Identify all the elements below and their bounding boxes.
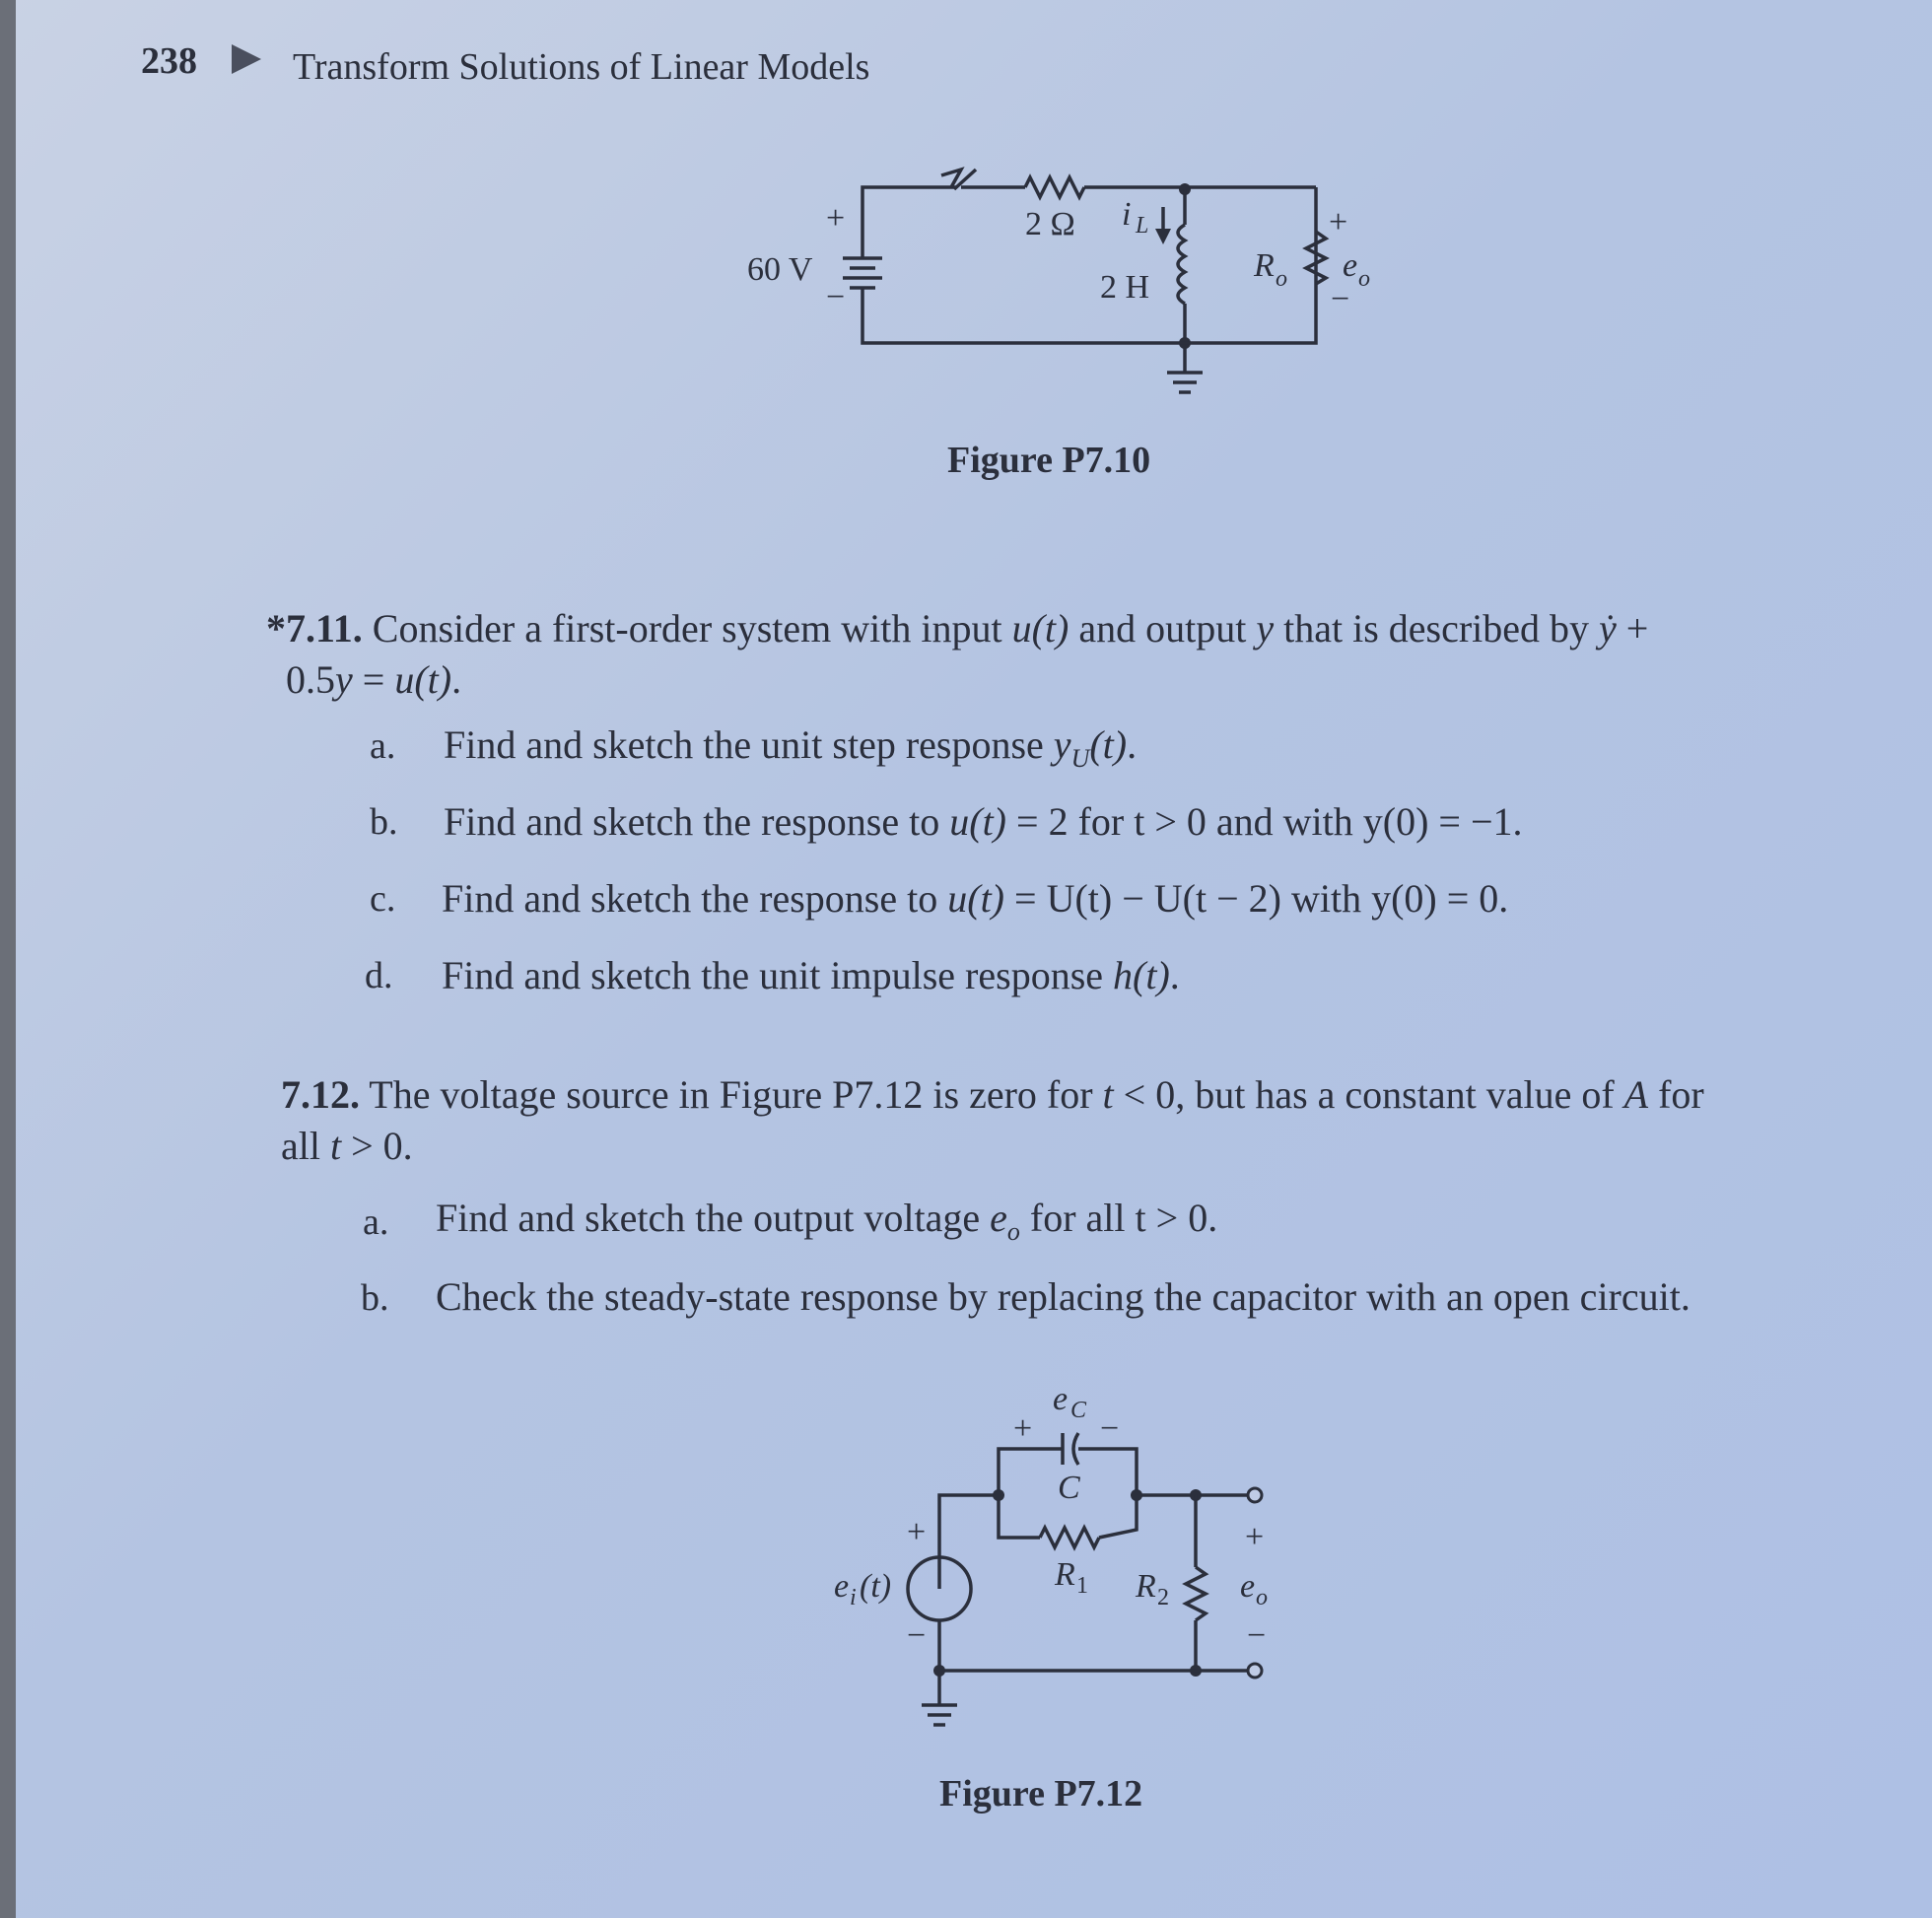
fig12-minus-cap: −	[1100, 1410, 1120, 1447]
fig12-label-eo-sub: o	[1256, 1585, 1268, 1610]
page-number: 238	[141, 40, 197, 82]
fig12-cap-plate-2	[1073, 1433, 1078, 1465]
fig12-minus-output: −	[1247, 1617, 1267, 1654]
problem-7-11-item-c: Find and sketch the response to u(t) = U(t) − U(t − 2) with y(0) = 0.	[442, 876, 1509, 921]
fig12-label-r2: R	[1136, 1568, 1156, 1605]
fig10-label-il: i	[1122, 196, 1132, 233]
fig12-node-right	[1131, 1489, 1142, 1501]
problem-7-11-statement: *7.11. Consider a first-order system with input u(t) and output y that is described by ẏ + 0.5y = u(t).	[266, 606, 1649, 702]
problem-7-12-item-b-label: b.	[361, 1277, 389, 1319]
fig12-label-ec: e	[1053, 1381, 1069, 1417]
problem-7-11-item-a: Find and sketch the unit step response $y_U(t)$.	[444, 722, 1138, 773]
fig10-current-arrow-head	[1155, 229, 1171, 244]
fig12-resistor-r2	[1186, 1567, 1206, 1620]
fig12-resistor-r1	[1040, 1528, 1099, 1547]
fig10-label-2h: 2 H	[1100, 269, 1150, 306]
fig10-label-eo-sub: o	[1358, 266, 1370, 292]
problem-7-11-item-b: Find and sketch the response to u(t) = 2 for t > 0 and with y(0) = −1.	[444, 799, 1523, 844]
fig12-plus-cap: +	[1013, 1410, 1033, 1447]
figure-p7-12-circuit	[0, 1360, 1932, 1754]
fig12-output-terminal-top	[1248, 1488, 1262, 1502]
fig10-inductor-2h	[1178, 225, 1185, 304]
fig12-wire-r1-left	[999, 1495, 1040, 1538]
running-header-title: Transform Solutions of Linear Models	[293, 46, 870, 88]
problem-7-12-number: 7.12.	[281, 1072, 360, 1117]
fig12-label-r1: R	[1055, 1556, 1075, 1593]
fig10-label-60v: 60 V	[747, 251, 813, 288]
fig12-wire-cap-right	[1078, 1449, 1137, 1495]
fig10-label-ro-sub: o	[1276, 266, 1287, 292]
fig12-label-ec-sub: C	[1070, 1398, 1087, 1423]
fig12-wire-r1-right	[1099, 1495, 1137, 1538]
fig10-plus-output: +	[1329, 204, 1348, 240]
fig12-minus-source: −	[907, 1617, 927, 1654]
problem-7-11-item-c-label: c.	[370, 878, 396, 920]
fig10-wire-left-top	[862, 187, 956, 258]
fig10-label-il-sub: L	[1136, 213, 1149, 239]
fig12-plus-source: +	[907, 1514, 927, 1550]
problem-7-11-number: *7.11.	[266, 606, 363, 651]
fig12-wire-cap-left	[999, 1449, 1063, 1495]
figure-p7-12-caption: Figure P7.12	[939, 1773, 1143, 1815]
fig12-label-r2-sub: 2	[1157, 1585, 1169, 1610]
fig10-resistor-2ohm	[1025, 177, 1084, 197]
fig10-minus-source: −	[826, 279, 846, 315]
problem-7-12-statement: 7.12. The voltage source in Figure P7.12 is zero for t < 0, but has a constant value of A for all t > 0.	[281, 1072, 1704, 1168]
fig12-label-c: C	[1058, 1470, 1080, 1506]
problem-7-12-item-a: Find and sketch the output voltage $e_o$ for all t > 0.	[436, 1196, 1218, 1246]
fig10-minus-output: −	[1331, 281, 1350, 317]
fig10-wire-bottom	[862, 187, 1316, 343]
fig12-label-ei-arg: (t)	[860, 1568, 892, 1605]
fig10-label-eo: e	[1343, 247, 1358, 284]
problem-7-11-item-b-label: b.	[370, 801, 398, 843]
figure-p7-10-circuit	[0, 0, 1932, 473]
figure-p7-10-caption: Figure P7.10	[947, 440, 1151, 481]
problem-7-12-item-a-label: a.	[363, 1201, 389, 1243]
fig12-label-ei: e	[834, 1568, 850, 1605]
fig12-label-eo: e	[1240, 1568, 1256, 1605]
fig12-plus-output: +	[1245, 1519, 1265, 1555]
fig12-label-r1-sub: 1	[1076, 1573, 1088, 1599]
fig12-output-terminal-bottom	[1248, 1664, 1262, 1678]
fig12-label-ei-sub: i	[850, 1585, 857, 1610]
problem-7-12-item-b: Check the steady-state response by replacing the capacitor with an open circuit.	[436, 1274, 1690, 1319]
problem-7-11-item-d: Find and sketch the unit impulse response h(t).	[442, 953, 1180, 997]
problem-7-11-item-d-label: d.	[365, 955, 393, 996]
problem-7-11-item-a-label: a.	[370, 725, 396, 767]
fig10-label-ro: R	[1254, 247, 1275, 284]
fig12-node-left	[993, 1489, 1004, 1501]
fig10-label-2ohm: 2 Ω	[1025, 206, 1075, 242]
fig10-plus-source: +	[826, 200, 846, 237]
fig12-node-bottom	[933, 1665, 945, 1677]
